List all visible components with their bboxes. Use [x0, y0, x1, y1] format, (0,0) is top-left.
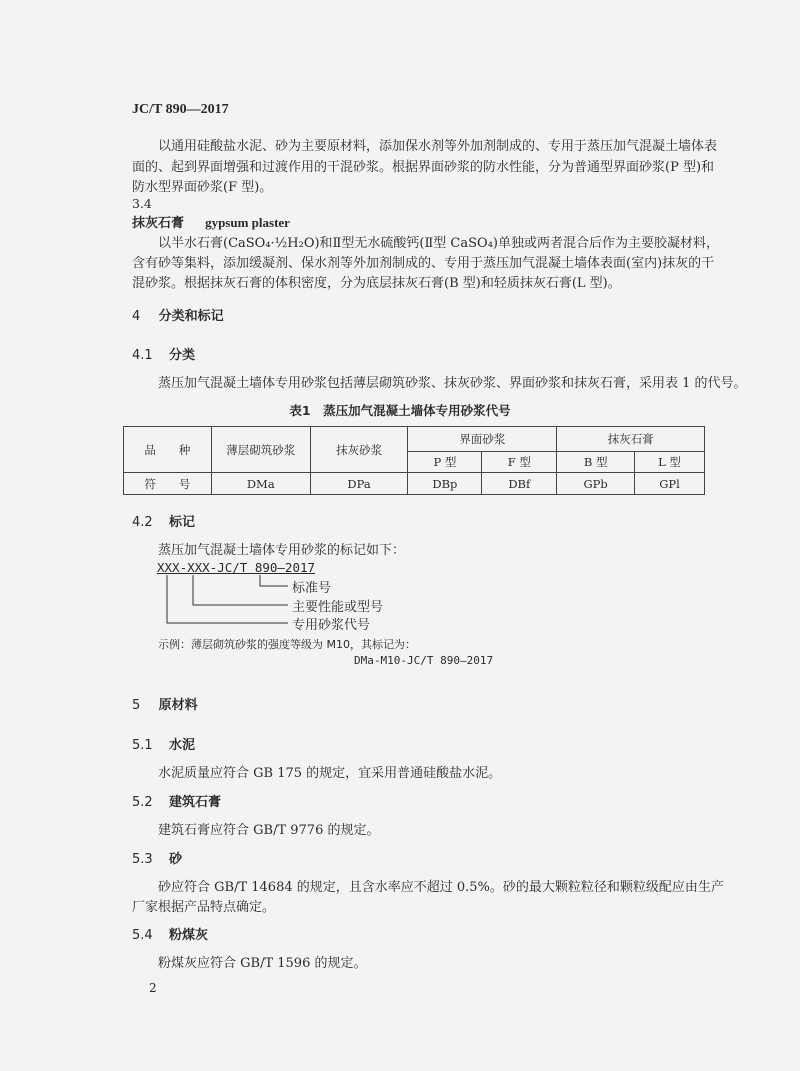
cell-gpb: GPb [557, 473, 635, 495]
cell-dpa: DPa [310, 473, 408, 495]
section-5-3-heading [132, 848, 182, 867]
cell-dma: DMa [211, 473, 310, 495]
section-5-2-heading [132, 791, 221, 810]
section-5-4-title: 粉煤灰 [168, 928, 208, 943]
def-3-3-line2: 面的、起到界面增强和过渡作用的干混砂浆。根据界面砂浆的防水性能，分为普通型界面砂浆(P 型)和 [132, 160, 715, 175]
cell-dbf: DBf [482, 473, 557, 495]
section-4-2-title: 标记 [168, 515, 195, 530]
section-5-1-title: 水泥 [168, 738, 195, 753]
cell-interface-mortar-header: 界面砂浆 [408, 427, 557, 452]
example-mark: DMa-M10-JC/T 890—2017 [354, 654, 494, 667]
section-5-3-line1: 砂应符合 GB/T 14684 的规定，且含水率应不超过 0.5%。砂的最大颗粒粒径和颗粒级配应由生产 [158, 880, 724, 895]
table-1-caption: 表1 蒸压加气混凝土墙体专用砂浆代号 [289, 403, 511, 418]
def-3-3-line1: 以通用硅酸盐水泥、砂为主要原材料，添加保水剂等外加剂制成的、专用于蒸压加气混凝土墙体表 [158, 139, 718, 154]
marking-code: XXX-XXX-JC/T 890—2017 [157, 560, 316, 575]
cell-f-type: F 型 [482, 452, 557, 473]
section-4-2-text: 蒸压加气混凝土墙体专用砂浆的标记如下： [158, 543, 406, 558]
label-standard-number: 标准号 [292, 581, 332, 596]
section-5-2-title: 建筑石膏 [168, 795, 221, 810]
cell-plaster-mortar-header: 抹灰砂浆 [310, 427, 408, 473]
section-5-4-heading [132, 924, 208, 943]
section-4-title: 分类和标记 [158, 309, 224, 324]
cell-dbp: DBp [408, 473, 482, 495]
section-5-2-number: 5.2 [132, 795, 153, 810]
example-text: 示例：薄层砌筑砂浆的强度等级为 M10，其标记为： [158, 638, 416, 651]
def-3-4-line2: 含有砂等集料，添加缓凝剂、保水剂等外加剂制成的、专用于蒸压加气混凝土墙体表面(室内)抹灰的干 [132, 256, 715, 271]
section-5-1-text: 水泥质量应符合 GB 175 的规定，宜采用普通硅酸盐水泥。 [158, 766, 502, 781]
cell-variety-header: 品 种 [124, 427, 212, 473]
cell-gpl: GPl [635, 473, 705, 495]
section-5-heading [132, 694, 198, 713]
def-3-4-line3: 混砂浆。根据抹灰石膏的体积密度，分为底层抹灰石膏(B 型)和轻质抹灰石膏(L 型)。 [132, 276, 621, 291]
cell-thin-mortar-header: 薄层砌筑砂浆 [211, 427, 310, 473]
section-5-4-text: 粉煤灰应符合 GB/T 1596 的规定。 [158, 956, 367, 971]
def-3-4-line1: 以半水石膏(CaSO₄·½H₂O)和Ⅱ型无水硫酸钙(Ⅱ型 CaSO₄)单独或两者混合后作为主要胶凝材料， [158, 236, 719, 251]
section-5-3-title: 砂 [168, 852, 182, 867]
cell-gypsum-plaster-header: 抹灰石膏 [557, 427, 705, 452]
cell-p-type: P 型 [408, 452, 482, 473]
term-en: gypsum plaster [205, 215, 290, 230]
section-5-3-line2: 厂家根据产品特点确定。 [132, 900, 276, 915]
cell-l-type: L 型 [635, 452, 705, 473]
def-3-3-line3: 防水型界面砂浆(F 型)。 [132, 180, 273, 195]
page-number: 2 [149, 981, 157, 995]
section-4-number: 4 [132, 309, 141, 324]
section-4-1-number: 4.1 [132, 348, 153, 363]
section-4-1-text: 蒸压加气混凝土墙体专用砂浆包括薄层砌筑砂浆、抹灰砂浆、界面砂浆和抹灰石膏，采用表 1 的代号。 [158, 376, 747, 391]
section-5-title: 原材料 [158, 698, 198, 713]
label-mortar-code: 专用砂浆代号 [292, 618, 371, 633]
section-5-number: 5 [132, 698, 141, 713]
section-4-1-title: 分类 [168, 348, 195, 363]
standard-number: JC/T 890—2017 [132, 102, 229, 117]
section-5-1-heading [132, 734, 195, 753]
cell-b-type: B 型 [557, 452, 635, 473]
section-5-4-number: 5.4 [132, 928, 153, 943]
label-main-performance: 主要性能或型号 [292, 600, 384, 615]
cell-symbol-label: 符 号 [124, 473, 212, 495]
section-5-1-number: 5.1 [132, 738, 153, 753]
term-cn: 抹灰石膏 [132, 216, 185, 231]
section-4-2-number: 4.2 [132, 515, 153, 530]
section-5-3-number: 5.3 [132, 852, 153, 867]
section-5-2-text: 建筑石膏应符合 GB/T 9776 的规定。 [158, 823, 380, 838]
clause-number-3-4: 3.4 [132, 196, 152, 211]
